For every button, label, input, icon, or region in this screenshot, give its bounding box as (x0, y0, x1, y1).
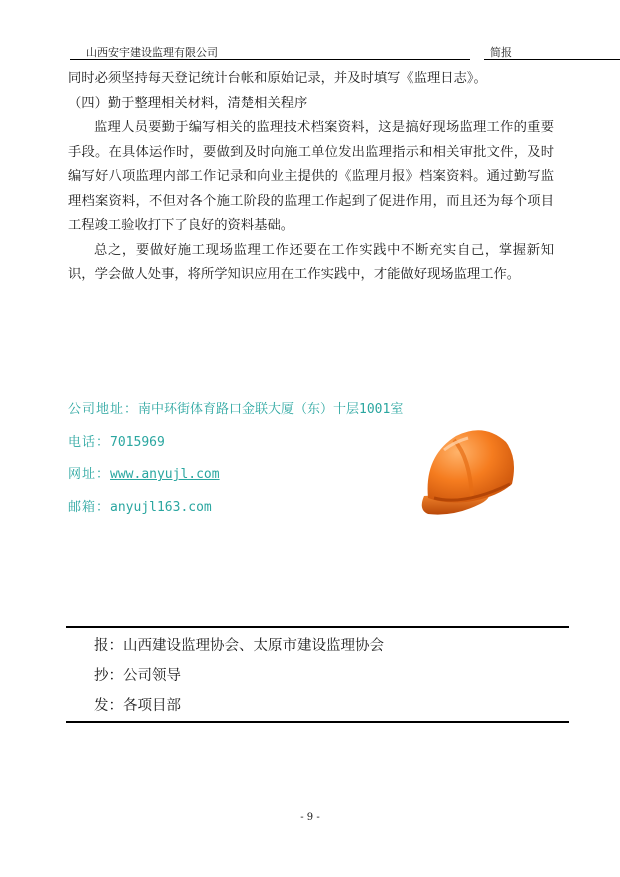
contact-web (68, 463, 220, 482)
distribution-report: 报：山西建设监理协会、太原市建设监理协会 (94, 638, 384, 654)
phone-value: 7015969 (110, 435, 165, 450)
header-rule-right (484, 59, 620, 60)
web-link[interactable]: www.anyujl.com (110, 467, 220, 482)
page-number: - 9 - (300, 812, 320, 823)
email-label: 邮箱： (68, 500, 111, 515)
address-value: 南中环街体育路口金联大厦（东）十层1001室 (138, 402, 404, 417)
address-label: 公司地址： (68, 402, 139, 417)
phone-label: 电话： (68, 435, 111, 450)
contact-address (68, 398, 403, 417)
paragraph-conclusion: 总之，要做好施工现场监理工作还要在工作实践中不断充实自己，掌握新知识，学会做人处事，将所学知识应用在工作实践中，才能做好现场监理工作。 (68, 242, 554, 282)
contact-phone (68, 431, 165, 450)
section-heading: （四）勤于整理相关材料，清楚相关程序 (68, 95, 308, 111)
distribution-copy: 抄：公司领导 (94, 668, 181, 684)
page-header (70, 42, 552, 60)
body-text (68, 67, 554, 288)
email-value: anyujl163.com (110, 500, 212, 515)
header-company: 山西安宇建设监理有限公司 (86, 46, 218, 59)
contact-email (68, 496, 212, 515)
header-doc-type: 简报 (490, 46, 512, 59)
paragraph-continuation: 同时必须坚持每天登记统计台帐和原始记录，并及时填写《监理日志》。 (68, 71, 487, 86)
distribution-bottom-rule (66, 721, 569, 723)
distribution-send: 发：各项目部 (94, 698, 181, 714)
distribution-top-rule (66, 626, 569, 628)
header-rule (70, 59, 470, 60)
web-label: 网址： (68, 467, 111, 482)
paragraph-archives: 监理人员要勤于编写相关的监理技术档案资料，这是搞好现场监理工作的重要手段。在具体运作时，要做到及时向施工单位发出监理指示和相关审批文件，及时编写好八项监理内部工作记录和向业主提供的《监理月报》档案资料。通过勤写监理档案资料，不但对各个施工阶段的监理工作起到了促进作用，而且还为每个项目工程竣工验收打下了良好的资料基础。 (68, 120, 554, 233)
hard-hat-icon (414, 418, 520, 518)
